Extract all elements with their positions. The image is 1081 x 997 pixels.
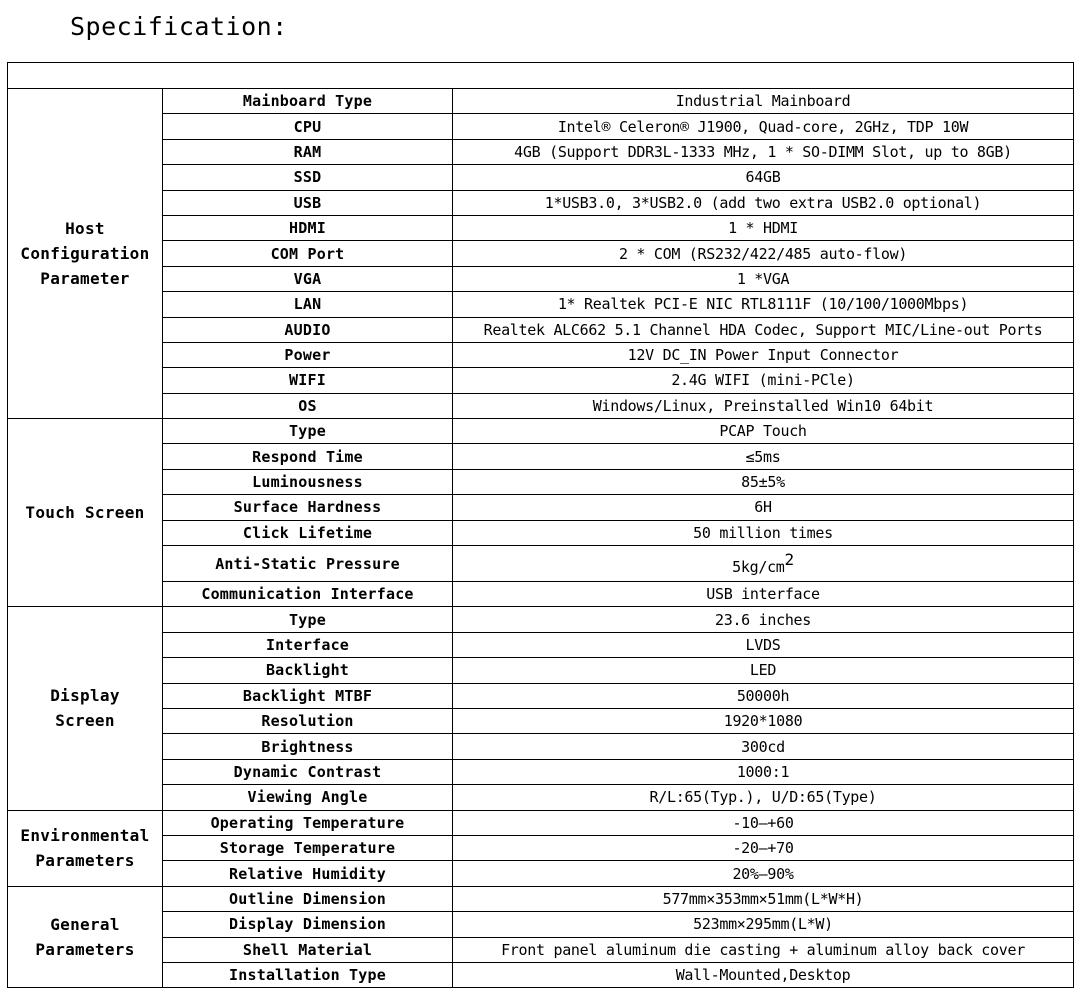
param-label: Anti-Static Pressure bbox=[163, 546, 453, 582]
table-row bbox=[8, 582, 1074, 607]
param-value: 64GB bbox=[453, 165, 1074, 190]
param-label: OS bbox=[163, 393, 453, 418]
page-title: Specification: bbox=[70, 12, 288, 41]
param-label: Operating Temperature bbox=[163, 810, 453, 835]
table-row bbox=[8, 469, 1074, 494]
param-value: 6H bbox=[453, 495, 1074, 520]
table-row bbox=[8, 165, 1074, 190]
table-row bbox=[8, 937, 1074, 962]
table-row bbox=[8, 89, 1074, 114]
table-row bbox=[8, 632, 1074, 657]
group-label-line: Host bbox=[65, 219, 105, 239]
param-value: 20%—90% bbox=[453, 861, 1074, 886]
table-header-row bbox=[8, 63, 1074, 89]
group-label-general bbox=[8, 886, 163, 988]
param-value: 1 * HDMI bbox=[453, 215, 1074, 240]
group-label-line: Parameters bbox=[35, 940, 135, 959]
param-value: 85±5% bbox=[453, 469, 1074, 494]
group-label-line: Parameters bbox=[35, 851, 135, 871]
param-value: 50000h bbox=[453, 683, 1074, 708]
value-text: 5kg/cm bbox=[732, 557, 785, 576]
value-wrap bbox=[732, 549, 794, 576]
param-value: 1*USB3.0, 3*USB2.0 (add two extra USB2.0 optional) bbox=[453, 190, 1074, 215]
param-value: -20—+70 bbox=[453, 835, 1074, 860]
param-value: 2 * COM (RS232/422/485 auto-flow) bbox=[453, 241, 1074, 266]
param-label: Click Lifetime bbox=[163, 520, 453, 545]
param-label: Viewing Angle bbox=[163, 785, 453, 810]
param-label: Relative Humidity bbox=[163, 861, 453, 886]
param-label: AUDIO bbox=[163, 317, 453, 342]
table-row bbox=[8, 520, 1074, 545]
param-value: PCAP Touch bbox=[453, 419, 1074, 444]
param-label: COM Port bbox=[163, 241, 453, 266]
param-value: Realtek ALC662 5.1 Channel HDA Codec, Support MIC/Line-out Ports bbox=[453, 317, 1074, 342]
param-value: R/L:65(Typ.), U/D:65(Type) bbox=[453, 785, 1074, 810]
param-value: 4GB (Support DDR3L-1333 MHz, 1 * SO-DIMM Slot, up to 8GB) bbox=[453, 139, 1074, 164]
table-row bbox=[8, 190, 1074, 215]
table-row bbox=[8, 241, 1074, 266]
param-label: Dynamic Contrast bbox=[163, 759, 453, 784]
param-label: Backlight bbox=[163, 658, 453, 683]
param-label: Surface Hardness bbox=[163, 495, 453, 520]
param-value: 1000:1 bbox=[453, 759, 1074, 784]
param-label: Type bbox=[163, 419, 453, 444]
param-label: Luminousness bbox=[163, 469, 453, 494]
param-value: Intel® Celeron® J1900, Quad-core, 2GHz, TDP 10W bbox=[453, 114, 1074, 139]
table-row bbox=[8, 292, 1074, 317]
param-value: Front panel aluminum die casting + aluminum alloy back cover bbox=[453, 937, 1074, 962]
specification-table bbox=[7, 62, 1074, 988]
table-row bbox=[8, 266, 1074, 291]
group-label-line: Touch Screen bbox=[25, 503, 145, 523]
table-row bbox=[8, 495, 1074, 520]
table-row bbox=[8, 546, 1074, 582]
table-row bbox=[8, 444, 1074, 469]
group-label-line: Environmental bbox=[20, 826, 150, 846]
table-row bbox=[8, 810, 1074, 835]
group-label-line: Display bbox=[50, 686, 120, 706]
table-row bbox=[8, 886, 1074, 911]
table-row bbox=[8, 215, 1074, 240]
table-row bbox=[8, 861, 1074, 886]
blank-header-cell bbox=[8, 63, 1074, 89]
param-value: 12V DC_IN Power Input Connector bbox=[453, 342, 1074, 367]
param-value: Industrial Mainboard bbox=[453, 89, 1074, 114]
param-value bbox=[453, 546, 1074, 582]
param-value: 1 *VGA bbox=[453, 266, 1074, 291]
param-value: 2.4G WIFI (mini-PCle) bbox=[453, 368, 1074, 393]
param-label: Brightness bbox=[163, 734, 453, 759]
group-label-line: Screen bbox=[55, 711, 115, 731]
param-value: Windows/Linux, Preinstalled Win10 64bit bbox=[453, 393, 1074, 418]
table-row bbox=[8, 368, 1074, 393]
group-label-touch-screen bbox=[8, 419, 163, 607]
param-label: Backlight MTBF bbox=[163, 683, 453, 708]
table-row bbox=[8, 835, 1074, 860]
param-label: USB bbox=[163, 190, 453, 215]
param-label: LAN bbox=[163, 292, 453, 317]
param-label: CPU bbox=[163, 114, 453, 139]
param-value: 1* Realtek PCI-E NIC RTL8111F (10/100/1000Mbps) bbox=[453, 292, 1074, 317]
param-value: Wall-Mounted,Desktop bbox=[453, 962, 1074, 987]
table-row bbox=[8, 658, 1074, 683]
group-label-display-screen bbox=[8, 607, 163, 810]
param-value: LVDS bbox=[453, 632, 1074, 657]
table-row bbox=[8, 912, 1074, 937]
value-superscript: 2 bbox=[784, 549, 794, 569]
table-row bbox=[8, 683, 1074, 708]
table-row bbox=[8, 734, 1074, 759]
param-label: Interface bbox=[163, 632, 453, 657]
table-row bbox=[8, 317, 1074, 342]
param-label: Outline Dimension bbox=[163, 886, 453, 911]
param-value: 1920*1080 bbox=[453, 708, 1074, 733]
table-row bbox=[8, 114, 1074, 139]
param-value: LED bbox=[453, 658, 1074, 683]
param-value: 50 million times bbox=[453, 520, 1074, 545]
table-row bbox=[8, 393, 1074, 418]
param-label: WIFI bbox=[163, 368, 453, 393]
table-row bbox=[8, 759, 1074, 784]
param-label: RAM bbox=[163, 139, 453, 164]
group-label-host-configuration bbox=[8, 89, 163, 419]
param-label: Type bbox=[163, 607, 453, 632]
group-label-line: Configuration bbox=[20, 244, 150, 264]
param-label: Shell Material bbox=[163, 937, 453, 962]
group-label-environmental bbox=[8, 810, 163, 886]
param-value: 23.6 inches bbox=[453, 607, 1074, 632]
param-value: USB interface bbox=[453, 582, 1074, 607]
param-label: Installation Type bbox=[163, 962, 453, 987]
table-row bbox=[8, 419, 1074, 444]
param-label: Display Dimension bbox=[163, 912, 453, 937]
param-label: Mainboard Type bbox=[163, 89, 453, 114]
table-row bbox=[8, 342, 1074, 367]
param-value: ≤5ms bbox=[453, 444, 1074, 469]
param-label: Storage Temperature bbox=[163, 835, 453, 860]
param-value: 523mm×295mm(L*W) bbox=[453, 912, 1074, 937]
param-label: HDMI bbox=[163, 215, 453, 240]
param-label: SSD bbox=[163, 165, 453, 190]
param-label: VGA bbox=[163, 266, 453, 291]
table-row bbox=[8, 962, 1074, 987]
group-label-line: Parameter bbox=[40, 269, 130, 289]
param-label: Respond Time bbox=[163, 444, 453, 469]
param-label: Communication Interface bbox=[163, 582, 453, 607]
table-row bbox=[8, 708, 1074, 733]
param-value: 577mm×353mm×51mm(L*W*H) bbox=[453, 886, 1074, 911]
param-value: -10—+60 bbox=[453, 810, 1074, 835]
param-label: Resolution bbox=[163, 708, 453, 733]
param-value: 300cd bbox=[453, 734, 1074, 759]
group-label-line: General bbox=[50, 915, 120, 934]
table-row bbox=[8, 139, 1074, 164]
param-label: Power bbox=[163, 342, 453, 367]
table-row bbox=[8, 785, 1074, 810]
table-row bbox=[8, 607, 1074, 632]
